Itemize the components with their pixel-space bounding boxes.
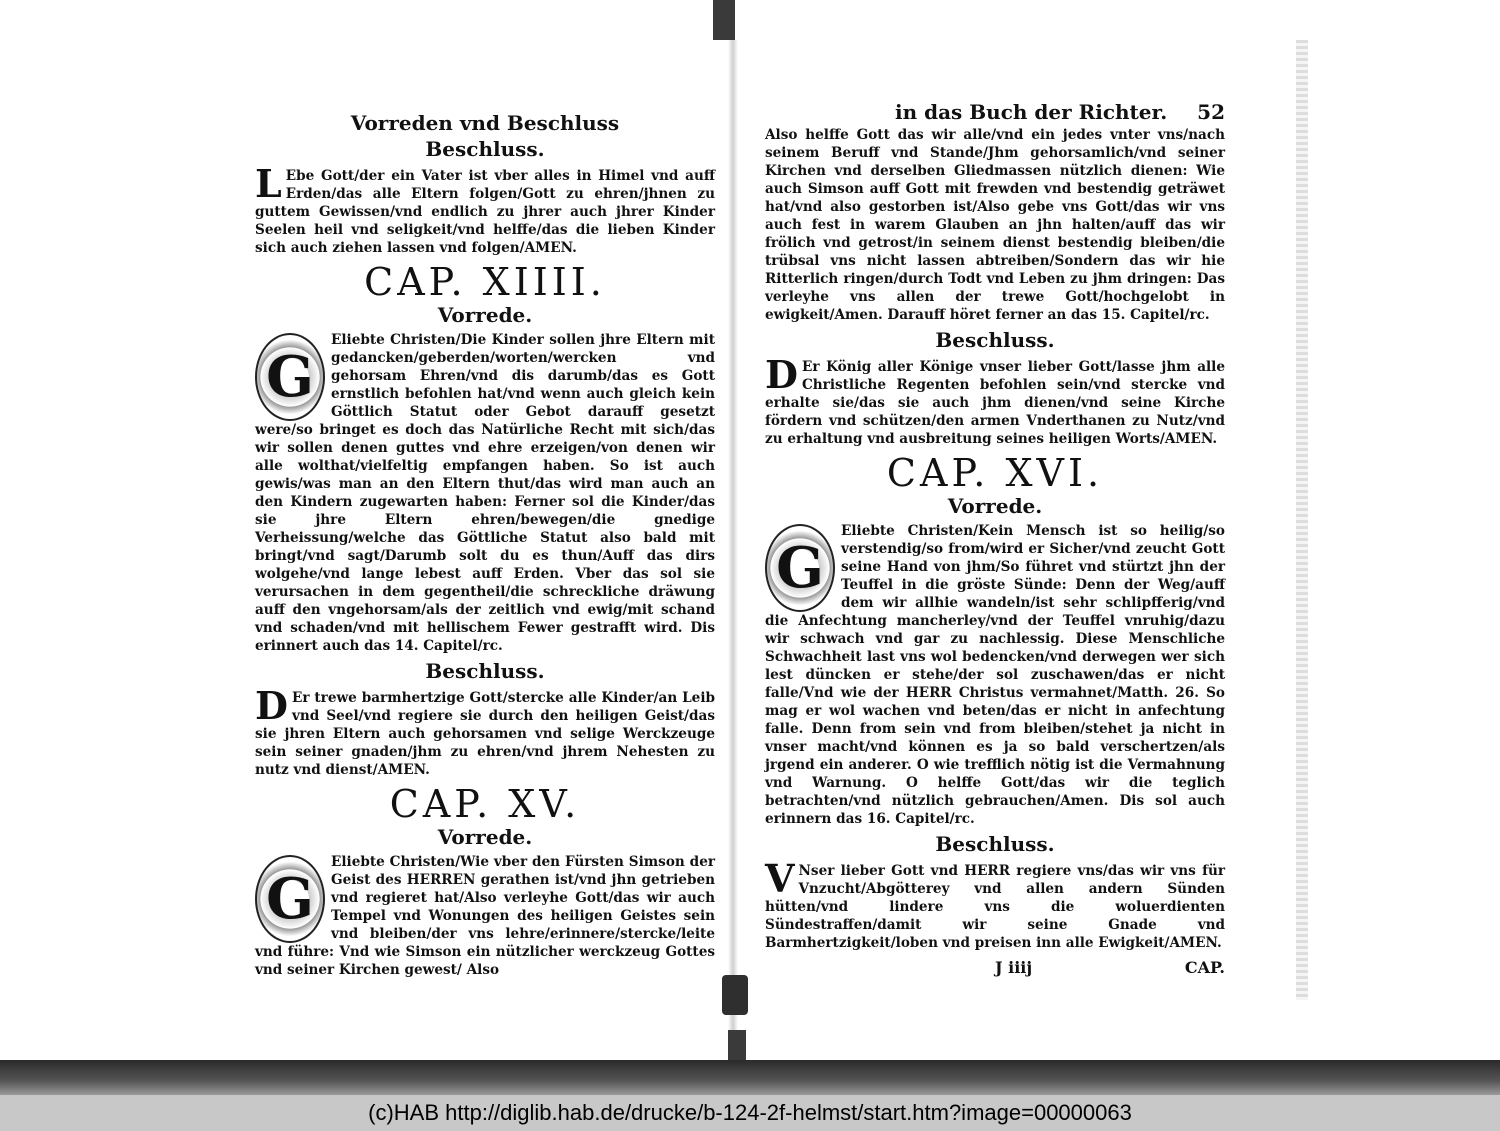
- catchword: CAP.: [1184, 957, 1225, 977]
- beschluss-heading: Beschluss.: [425, 658, 545, 683]
- drop-initial: V: [765, 855, 795, 901]
- drop-initial: L: [255, 161, 282, 206]
- paragraph-text: Er trewe barmhertzige Gott/stercke alle Kinder/an Leib vnd Seel/vnd regiere sie durch den heiligen Geist/das sie jhren Eltern auch gehorsamen vnd selige Werckzeuge sein seiner gnaden/jhm zu ehren/vnd jhrem Nehesten zu nutz vnd dienst/AMEN.: [255, 689, 715, 778]
- beschluss-paragraph: [765, 352, 1225, 448]
- paragraph-text: Nser lieber Gott vnd HERR regiere vns/das wir vns für Vnzucht/Abgötterey vnd allen andern Sünden hütten/vnd lindere vns die woluerdienten Sündestraffen/damit wir seine Gnade vnd Barmhertzigkeit/loben vnd preisen inn alle Ewigkeit/AMEN.: [765, 862, 1225, 951]
- scan-left-margin: [0, 0, 150, 1095]
- ornamental-initial: G: [765, 524, 835, 612]
- page-footer: [765, 958, 1225, 977]
- chapter-title-16: CAP. XVI.: [886, 451, 1104, 495]
- paragraph-text: Er König aller Könige vnser lieber Gott/lasse jhm alle Christliche Regenten befohlen sein/vnd stercke vnd erhalte sie/das sie auch jhm dienen/vnd seine Kirche fördern vnd schützen/den armen Vnderthanen zu Nutz/vnd zu erhaltung vnd ausbreitung seines heiligen Worts/AMEN.: [765, 359, 1225, 447]
- vorrede-heading: Vorrede.: [947, 493, 1043, 518]
- paragraph-text: Eliebte Christen/Wie vber den Fürsten Simson der Geist des HERREN gerathen ist/vnd jhn getrieben vnd regieret hat/Also verleyhe Gott/das wir auch Tempel vnd Wonungen des heiligen Geistes sein vnd bleiben/der vns lehre/erinnere/stercke/leite vnd führe: Vnd wie Simson ein nützlicher werckzeug Gottes vnd seiner Kirchen gewest/ Also: [255, 853, 715, 978]
- vorrede-paragraph: [255, 853, 715, 979]
- running-header-right: [765, 100, 1225, 124]
- paragraph-text: Eliebte Christen/Kein Mensch ist so heilig/so verstendig/so from/wird er Sicher/vnd zeucht Gott seine Hand von jhm/So führet vnd stürtzt jhn der Teuffel in die gröste Sünde: Denn der Weg/auff dem wir allhie wandeln/ist sehr schlipfferig/vnd die Anfechtung mancherley/vnd der Teuffel vnruhig/dazu wir schwach vnd gar zu nachlessig. Diese Menschliche Schwachheit last vns wol bedencken/vnd derwegen wer sich lest düncken er stehe/der sol zuschawen/das er nicht falle/Vnd wie der HERR Christus vermahnet/Matth. 26. So mag er wol wachen vnd beten/das er nicht in anfechtung falle. Denn from sein vnd from bleiben/stehet ja nicht in vnser macht/vnd können es ja so bald verschertzen/als jrgend ein anderer. O wie trefflich nötig ist die Vermahnung vnd Warnung. O helffe Gott/das wir die teglich betrachten/vnd nützlich gebrauchen/Amen. Dis sol auch erinnern das 16. Capitel/rc.: [765, 522, 1225, 827]
- beschluss-heading: Beschluss.: [935, 831, 1055, 856]
- paragraph-text: Eliebte Christen/Die Kinder sollen jhre Eltern mit gedancken/geberden/worten/wercken vnd gehorsam Ehren/vnd dis darumb/das es Gott ernstlich befohlen hat/vnd wenn auch gleich kein Göttlich Statut oder Gebot darauff gesetzt were/so bringet es doch das Natürliche Recht mit sich/das wir sollen denen guttes vnd ehre erzeigen/von denen wir alle wolthat/vielfeltig empfangen haben. So ist auch gewis/was man an den Eltern thut/das wird man auch an den Kindern zugewarten haben: Ferner sol die Kinder/das sie jhre Eltern ehren/bewegen/die gnedige Verheissung/welche das Göttliche Statut also bald mit bringt/vnd sagt/Darumb solt du es thun/Auff das dirs wolgehe/vnd lange lebest auff Erden. Vber das sol sie verursachen in dem gegentheil/die schreckliche dräwung auff den vngehorsam/als der zeitlich vnd ewig/mit schand vnd schaden/vnd mit hellischem Fewer gestrafft wird. Dis erinnert auch das 14. Capitel/rc.: [255, 331, 715, 654]
- continued-paragraph: Also helffe Gott das wir alle/vnd ein jedes vnter vns/nach seinem Beruff vnd Stande/Jhm gehorsamlich/vnd seiner Kirchen vnd derselben Gliedmassen nützlich dienen: Wie auch Simson auff Gott mit frewden vnd bestendig geträwet hat/vnd also gestorben ist/Also gebe vns Gott/das wir vns auch fest in warem Glauben an jhn halten/auff das wir frölich vnd getrost/in seinem dienst bestendig bleiben/die trübsal vns nicht lassen abtreiben/Sondern das wir hie Ritterlich ringen/durch Todt vnd Leben zu jhm dringen: Das verleyhe vns allen der trewe Gott/hochgelobt in ewigkeit/Amen. Darauff höret ferner an das 15. Capitel/rc.: [765, 127, 1225, 323]
- chapter-title-14: CAP. XIIII.: [364, 260, 606, 304]
- credit-bar: [0, 1095, 1500, 1131]
- vorrede-heading: Vorrede.: [437, 824, 533, 849]
- ornamental-initial: G: [255, 855, 325, 943]
- scan-bottom-shadow: [0, 1060, 1500, 1095]
- credit-text: (c)HAB http://diglib.hab.de/drucke/b-124-2f-helmst/start.htm?image=00000063: [368, 1100, 1132, 1125]
- page-number: 52: [1197, 100, 1225, 124]
- signature-mark: J iiij: [995, 957, 1033, 977]
- ornamental-initial: G: [255, 333, 325, 421]
- running-header-left: Vorreden vnd Beschluss: [350, 111, 620, 135]
- beschluss-heading: Beschluss.: [425, 137, 545, 161]
- binding-clip: [713, 0, 735, 40]
- paragraph-text: Ebe Gott/der ein Vater ist vber alles in Himel vnd auff Erden/das alle Eltern folgen/Gott zu ehren/jhnen zu guttem Gewissen/vnd endlich zu jhrer auch jhrer Kinder Seelen heil vnd seligkeit/vnd helffe/das die lieben Kinder sich auch ziehen lassen vnd folgen/AMEN.: [255, 168, 715, 256]
- vorrede-paragraph: [765, 522, 1225, 828]
- beschluss-paragraph: [255, 682, 715, 779]
- chapter-title-15: CAP. XV.: [389, 781, 581, 826]
- beschluss-paragraph: [255, 161, 715, 257]
- page-edges: [1296, 40, 1308, 1000]
- drop-initial: D: [765, 352, 798, 397]
- vorrede-paragraph: [255, 331, 715, 655]
- binding-shadow-lower: [728, 1030, 746, 1060]
- vorrede-heading: Vorrede.: [437, 302, 533, 327]
- right-page: [765, 100, 1225, 977]
- book-spine: [728, 40, 738, 1060]
- beschluss-heading: Beschluss.: [935, 328, 1055, 352]
- binding-shadow: [722, 975, 748, 1015]
- left-page: [255, 105, 715, 983]
- beschluss-paragraph: [765, 855, 1225, 952]
- running-title: in das Buch der Richter.: [895, 100, 1168, 124]
- drop-initial: D: [255, 682, 288, 728]
